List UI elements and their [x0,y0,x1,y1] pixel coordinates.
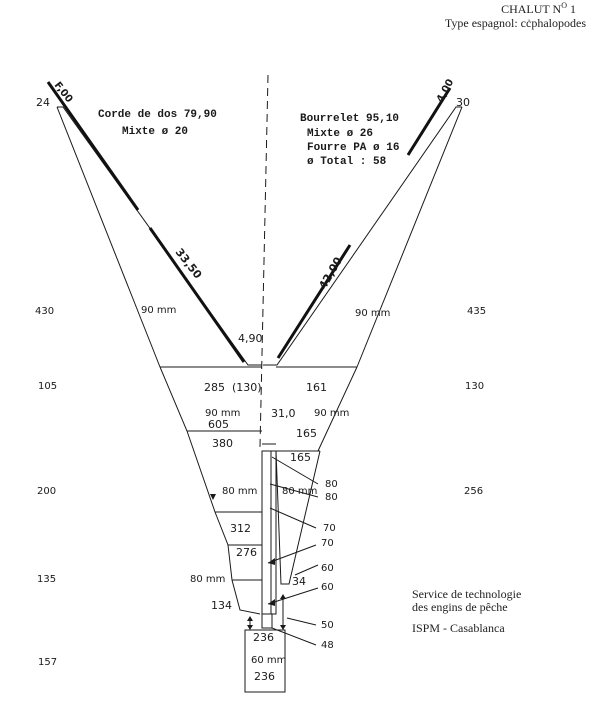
mesh-right-wing: 90 mm [355,308,391,319]
leader-60a [295,565,318,575]
footer-line-3: ISPM - Casablanca [412,621,505,635]
count-605: 605 [208,418,229,431]
depth-130: 130 [465,381,485,392]
headline-label: Corde de dos 79,90 [98,109,217,121]
left-wing-outer-edge [57,107,160,367]
left-wing-end-length: 4,90 [238,332,263,345]
left-wing-inner-edge [57,107,262,365]
count-236-bottom: 236 [254,670,275,683]
leader-48 [272,628,316,645]
corner-right-30: 30 [456,96,470,109]
mesh-left-wing: 90 mm [141,305,177,316]
corner-left-24: 24 [36,96,50,109]
depth-157: 157 [38,657,58,668]
count-165b: 165 [290,451,311,464]
count-134: 134 [211,599,232,612]
depth-135: 135 [37,574,57,585]
count-34: 34 [292,575,306,588]
count-130: (130) [232,381,262,394]
footrope-total: ø Total : 58 [307,156,387,168]
mesh-right-lower-wing: 90 mm [314,408,350,419]
center-strip [262,451,276,614]
footrope-mixte: Mixte ø 26 [307,128,374,140]
side-60a: 60 [321,563,334,574]
depth-430: 430 [35,306,55,317]
right-rope-length: 4,00 [434,77,457,105]
footer-line-2: des engins de pêche [412,600,508,614]
depth-200: 200 [37,486,57,497]
mesh-codend: 60 mm [251,655,287,666]
title: CHALUT $N^O$ 1 [501,1,576,16]
count-380: 380 [212,437,233,450]
footrope-fourre: Fourre PA ø 16 [307,142,400,154]
depth-105: 105 [38,381,58,392]
depth-256: 256 [464,486,484,497]
left-rope-length: F,00 [51,80,75,105]
side-70b: 70 [321,538,334,549]
right-extension-panel [276,451,320,584]
mesh-center-right: 80 mm [282,486,318,497]
mesh-left-lower-wing: 90 mm [205,408,241,419]
count-312: 312 [230,522,251,535]
count-31: 31,0 [271,407,296,420]
side-80a: 80 [325,479,338,490]
leader-50 [287,618,316,625]
mesh-cod-lower: 80 mm [190,574,226,585]
count-285: 285 [204,381,225,394]
subtitle: Type espagnol: cċphalopodes [444,16,586,30]
depth-435: 435 [467,306,487,317]
side-60b: 60 [321,582,334,593]
right-wing-rope-length: 42,00 [316,254,345,292]
footer-line-1: Service de technologie [412,587,522,601]
side-70a: 70 [323,523,336,534]
count-161: 161 [306,381,327,394]
side-80b: 80 [325,492,338,503]
left-headline-rope-2 [150,228,244,362]
strip-end [262,614,272,628]
left-wing-rope-length: 33,50 [172,245,205,282]
count-236-top: 236 [253,631,274,644]
left-headline-rope-1 [48,82,138,210]
leader-70a [270,508,316,528]
headline-mixte: Mixte ø 20 [122,126,189,138]
mesh-center-left: 80 mm [222,486,258,497]
count-165: 165 [296,427,317,440]
footrope-label: Bourrelet 95,10 [300,113,400,125]
side-50: 50 [321,620,334,631]
leader-70b [268,545,316,563]
side-48: 48 [321,640,334,651]
count-276: 276 [236,546,257,559]
